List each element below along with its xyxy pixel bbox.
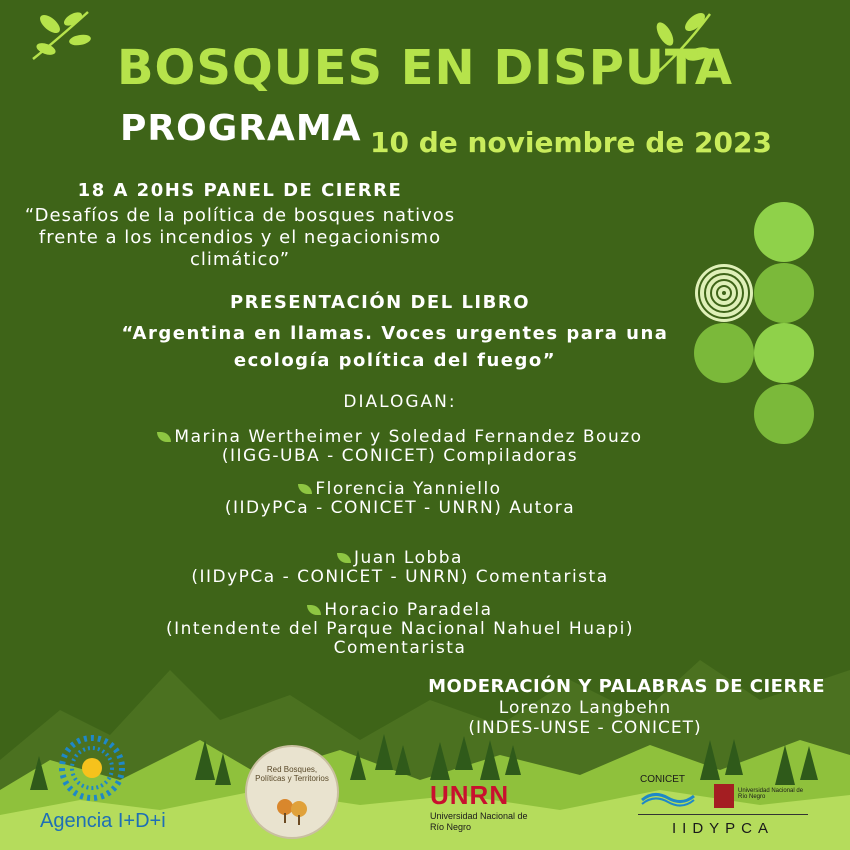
unrn-mini-label: Universidad Nacional de Río Negro — [738, 788, 804, 800]
book-title: “Argentina en llamas. Voces urgentes para una ecología política del fuego” — [121, 323, 669, 371]
moderation-title: MODERACIÓN Y PALABRAS DE CIERRE — [428, 676, 825, 697]
leaf-icon — [337, 553, 351, 563]
speaker-affiliation: (Intendente del Parque Nacional Nahuel Huapi) — [165, 619, 635, 639]
event-title: BOSQUES EN DISPUTA — [116, 40, 734, 96]
speaker-affiliation: (IIGG-UBA - CONICET) Compiladoras — [221, 446, 579, 466]
agencia-emblem-icon — [40, 730, 210, 810]
speaker-name: Florencia Yanniello — [315, 479, 502, 499]
divider — [638, 814, 808, 815]
conicet-iidypca-logos — [632, 772, 812, 844]
panel-time: 18 A 20HS PANEL DE CIERRE — [77, 180, 403, 201]
moderator — [420, 698, 750, 738]
dialogan-label: DIALOGAN: — [343, 392, 457, 412]
agencia-logo — [40, 730, 210, 840]
moderator-affiliation: (INDES-UNSE - CONICET) — [468, 718, 702, 738]
event-date: 10 de noviembre de 2023 — [370, 126, 772, 159]
speaker-name: Juan Lobba — [354, 548, 463, 568]
speaker-name: Marina Wertheimer y Soledad Fernandez Bouzo — [174, 427, 643, 447]
unrn-shield-icon — [714, 784, 734, 808]
red-bosques-logo — [245, 745, 339, 839]
conicet-label: CONICET — [640, 774, 685, 785]
leaf-icon — [298, 484, 312, 494]
tree-icon — [275, 797, 311, 825]
unrn-sublabel: Universidad Nacional de Río Negro — [430, 811, 528, 832]
speaker-3 — [60, 549, 740, 587]
decor-circle — [754, 263, 814, 323]
agencia-label: Agencia I+D+i — [40, 810, 166, 832]
moderator-name: Lorenzo Langbehn — [498, 698, 672, 718]
red-bosques-label: Red Bosques, Políticas y Territorios — [255, 765, 329, 783]
panel-description: “Desafíos de la política de bosques nativos frente a los incendios y el negacionismo climático” — [24, 205, 456, 270]
decor-circle — [694, 323, 754, 383]
speaker-role: Comentarista — [333, 638, 467, 658]
decor-circle — [754, 323, 814, 383]
tree-rings-icon — [694, 263, 754, 323]
program-label: PROGRAMA — [120, 108, 362, 149]
leaf-icon — [157, 432, 171, 442]
conicet-wave-icon — [640, 788, 696, 808]
leaf-icon — [307, 605, 321, 615]
decor-circle — [754, 202, 814, 262]
unrn-logo — [430, 780, 550, 840]
speaker-name: Horacio Paradela — [324, 600, 493, 620]
speaker-affiliation: (IIDyPCa - CONICET - UNRN) Autora — [224, 498, 576, 518]
unrn-label: UNRN — [430, 780, 510, 810]
speaker-affiliation: (IIDyPCa - CONICET - UNRN) Comentarista — [191, 567, 609, 587]
speaker-1 — [60, 428, 740, 466]
iidypca-label: IIDYPCA — [671, 820, 774, 837]
speaker-2 — [60, 480, 740, 518]
book-heading: PRESENTACIÓN DEL LIBRO — [229, 292, 531, 313]
decor-circle — [754, 384, 814, 444]
